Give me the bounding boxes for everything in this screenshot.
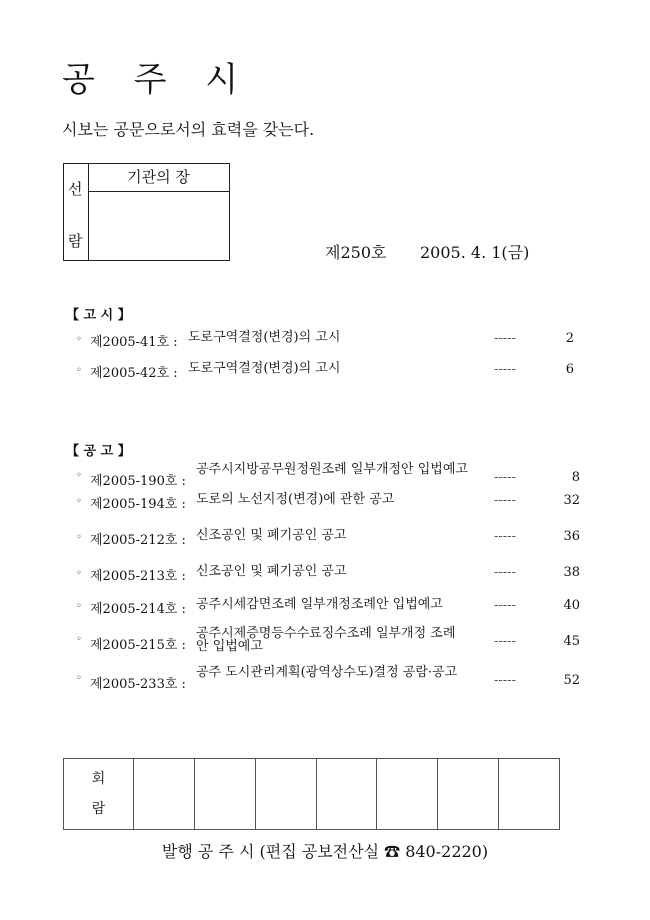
item-number: 제2005-213호 :	[90, 569, 186, 584]
bullet-icon: ◦	[76, 601, 82, 612]
item-page: 45	[563, 634, 580, 649]
page-title: 공 주 시	[62, 60, 253, 100]
bullet-icon: ◦	[76, 470, 82, 481]
review-label-top: 회	[91, 771, 106, 787]
issue-date: 2005. 4. 1(금)	[420, 243, 530, 262]
item-page: 2	[565, 331, 574, 346]
list-item	[76, 492, 586, 512]
list-item	[76, 528, 586, 548]
item-number: 제2005-214호 :	[90, 602, 186, 617]
item-leader: -----	[494, 331, 516, 346]
bullet-icon: ◦	[76, 673, 82, 684]
subtitle: 시보는 공문으로서의 효력을 갖는다.	[62, 120, 315, 139]
item-leader: -----	[494, 673, 516, 688]
item-number: 제2005-42호 :	[90, 366, 178, 381]
item-title: 도로구역결정(변경)의 고시	[188, 361, 341, 376]
review-signature-cell	[316, 759, 377, 830]
list-item	[76, 564, 586, 584]
item-number: 제2005-215호 :	[90, 638, 186, 653]
bullet-icon: ◦	[76, 568, 82, 579]
item-number: 제2005-41호 :	[90, 335, 178, 350]
list-item	[76, 330, 586, 350]
review-label-bottom: 람	[91, 801, 106, 817]
approval-side-label-bottom: 람	[68, 232, 83, 250]
review-signature-cell	[377, 759, 438, 830]
item-leader: -----	[494, 565, 516, 580]
publisher-footer: 발행 공 주 시 (편집 공보전산실 ☎ 840-2220)	[161, 842, 489, 861]
item-title: 공주 도시관리계획(광역상수도)결정 공람·공고	[196, 665, 458, 680]
item-title: 신조공인 및 폐기공인 공고	[196, 528, 347, 543]
review-label-cell	[64, 759, 134, 830]
approval-header: 기관의 장	[88, 164, 229, 192]
review-signature-cell	[133, 759, 194, 830]
item-page: 38	[563, 565, 580, 580]
item-page: 40	[563, 598, 580, 613]
item-number: 제2005-190호 :	[90, 474, 186, 489]
review-table	[63, 758, 560, 830]
item-title: 도로구역결정(변경)의 고시	[188, 330, 341, 345]
section-heading-notice: 【 고 시 】	[66, 308, 131, 323]
approval-side-label-top: 선	[68, 180, 83, 198]
item-number: 제2005-194호 :	[90, 497, 186, 512]
issue-number: 제250호	[325, 243, 387, 262]
item-title: 공주시지방공무원정원조례 일부개정안 입법예고	[196, 462, 468, 477]
item-page: 36	[563, 529, 580, 544]
bullet-icon: ◦	[76, 365, 82, 376]
item-leader: -----	[494, 634, 516, 649]
approval-box	[63, 163, 230, 261]
item-title: 신조공인 및 폐기공인 공고	[196, 564, 347, 579]
item-leader: -----	[494, 470, 516, 485]
review-signature-cell	[438, 759, 499, 830]
review-signature-cell	[255, 759, 316, 830]
item-title: 도로의 노선지정(변경)에 관한 공고	[196, 492, 395, 507]
item-leader: -----	[494, 529, 516, 544]
review-signature-cell	[499, 759, 560, 830]
bullet-icon: ◦	[76, 532, 82, 543]
item-title: 공주시제증명등수수료징수조례 일부개정 조례안 입법예고	[196, 626, 456, 654]
item-leader: -----	[494, 493, 516, 508]
item-page: 32	[563, 493, 580, 508]
item-leader: -----	[494, 598, 516, 613]
item-page: 8	[571, 470, 580, 485]
list-item	[76, 666, 586, 694]
item-page: 6	[565, 362, 574, 377]
item-leader: -----	[494, 362, 516, 377]
bullet-icon: ◦	[76, 334, 82, 345]
bullet-icon: ◦	[76, 634, 82, 645]
list-item	[76, 597, 586, 617]
approval-side-column	[64, 164, 89, 260]
bullet-icon: ◦	[76, 496, 82, 507]
section-heading-announcement: 【 공 고 】	[66, 444, 131, 459]
review-signature-cell	[194, 759, 255, 830]
list-item	[76, 463, 586, 491]
item-number: 제2005-212호 :	[90, 533, 186, 548]
list-item	[76, 361, 586, 381]
item-title: 공주시세감면조례 일부개정조례안 입법예고	[196, 597, 443, 612]
list-item	[76, 627, 586, 655]
item-page: 52	[563, 673, 580, 688]
item-number: 제2005-233호 :	[90, 677, 186, 692]
